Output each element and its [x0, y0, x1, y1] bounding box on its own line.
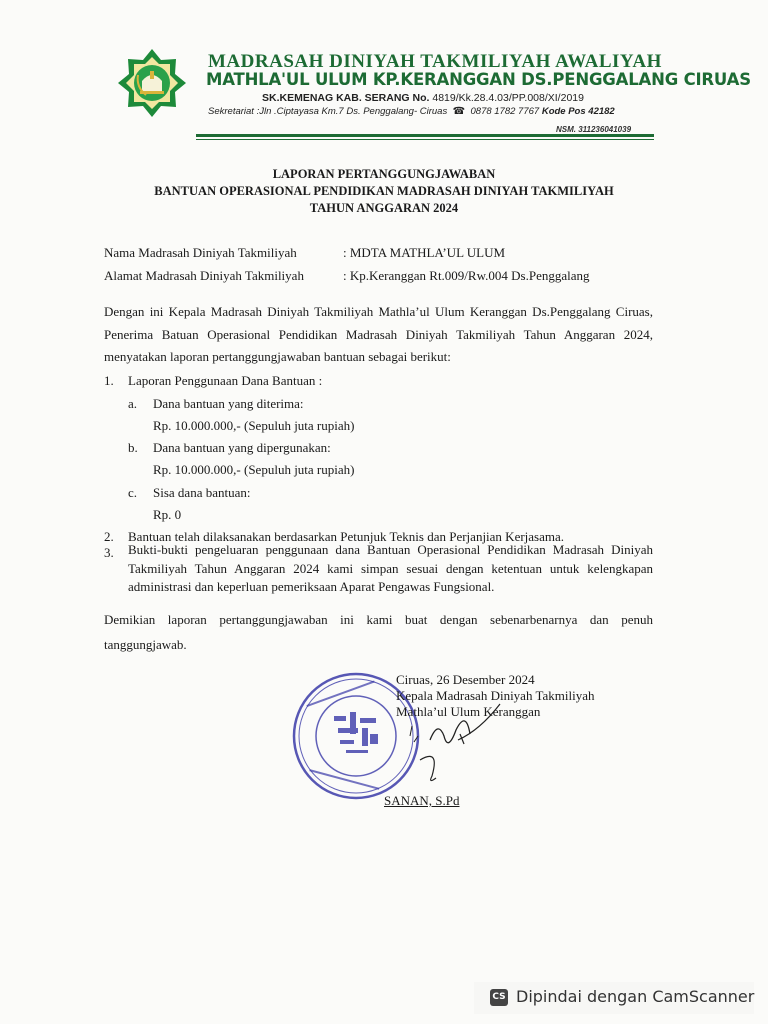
- sub-a-letter: a.: [128, 396, 138, 411]
- report-year: TAHUN ANGGARAN 2024: [309, 201, 459, 215]
- postal-code: Kode Pos 42182: [541, 106, 615, 117]
- sign-organization: Mathla’ul Ulum Keranggan: [396, 704, 541, 719]
- info-label-name: Nama Madrasah Diniyah Takmiliyah: [104, 245, 297, 260]
- item1-number: 1.: [104, 373, 114, 388]
- intro-paragraph: Dengan ini Kepala Madrasah Diniyah Takmiliyah Mathla’ul Ulum Keranggan Ds.Penggalang Ciruas, Penerima Batuan Operasional Pendidikan Madrasah Diniyah Takmiliyah Tahun Anggaran 2024, menyatakan laporan pertanggungjawaban bantuan sebagai berikut:: [104, 304, 653, 364]
- sub-c-letter: c.: [128, 485, 138, 500]
- nsm-number: NSM. 311236041039: [556, 125, 632, 134]
- item2-number: 2.: [104, 529, 114, 544]
- sub-a-label: Dana bantuan yang diterima:: [153, 396, 304, 411]
- letterhead-rule-thick: [196, 134, 654, 137]
- item3-text: Bukti-bukti pengeluaran penggunaan dana Bantuan Operasional Pendidikan Madrasah Diniyah Takmiliyah Tahun Anggaran 2024 kami simpan sesuai dengan ketentuan untuk kelengkapan administrasi dan keperluan pemeriksaan Aparat Pengawas Fungsional.: [128, 542, 653, 594]
- sub-c-value: Rp. 0: [153, 507, 182, 522]
- item1-title: Laporan Penggunaan Dana Bantuan :: [128, 373, 323, 388]
- letterhead-title: MADRASAH DINIYAH TAKMILIYAH AWALIYAH: [208, 51, 662, 72]
- camscanner-watermark: [474, 982, 754, 1014]
- sign-place-date: Ciruas, 26 Desember 2024: [396, 672, 535, 687]
- sub-b-value: Rp. 10.000.000,- (Sepuluh juta rupiah): [153, 462, 355, 477]
- letterhead-subtitle: MATHLA'UL ULUM KP.KERANGGAN DS.PENGGALANG CIRUAS: [206, 70, 751, 89]
- closing-paragraph: Demikian laporan pertanggungjawaban ini kami buat dengan sebenarbenarnya dan penuh tanggungjawab.: [104, 612, 653, 652]
- letterhead-sk: [262, 92, 584, 104]
- sign-name: SANAN, S.Pd: [384, 793, 460, 808]
- camscanner-icon: CS: [490, 989, 508, 1006]
- sub-a-value: Rp. 10.000.000,- (Sepuluh juta rupiah): [153, 418, 355, 433]
- sub-c-label: Sisa dana bantuan:: [153, 485, 251, 500]
- phone-icon: ☎: [449, 106, 468, 117]
- letterhead-address: [208, 106, 615, 117]
- item2-text: Bantuan telah dilaksanakan berdasarkan Petunjuk Teknis dan Perjanjian Kerjasama.: [128, 529, 565, 544]
- item3-number: 3.: [104, 545, 114, 560]
- letterhead-rule-thin: [196, 139, 654, 140]
- report-title: LAPORAN PERTANGGUNGJAWABAN: [272, 167, 496, 181]
- address-text: Sekretariat :Jln .Ciptayasa Km.7 Ds. Penggalang- Ciruas: [208, 106, 448, 117]
- sign-role: Kepala Madrasah Diniyah Takmiliyah: [396, 688, 595, 703]
- info-value-name: : MDTA MATHLA’UL ULUM: [343, 245, 506, 260]
- sk-label: SK.KEMENAG KAB. SERANG No.: [262, 92, 430, 104]
- phone-number: 0878 1782 7767: [470, 106, 540, 117]
- info-value-address: : Kp.Keranggan Rt.009/Rw.004 Ds.Penggalang: [343, 268, 590, 283]
- madrasah-logo: [116, 47, 188, 119]
- camscanner-label: Dipindai dengan CamScanner: [516, 987, 755, 1006]
- sub-b-label: Dana bantuan yang dipergunakan:: [153, 440, 331, 455]
- sub-b-letter: b.: [128, 440, 138, 455]
- sk-number: 4819/Kk.28.4.03/PP.008/XI/2019: [432, 92, 584, 104]
- report-subtitle: BANTUAN OPERASIONAL PENDIDIKAN MADRASAH DINIYAH TAKMILIYAH: [154, 184, 614, 198]
- info-label-address: Alamat Madrasah Diniyah Takmiliyah: [104, 268, 304, 283]
